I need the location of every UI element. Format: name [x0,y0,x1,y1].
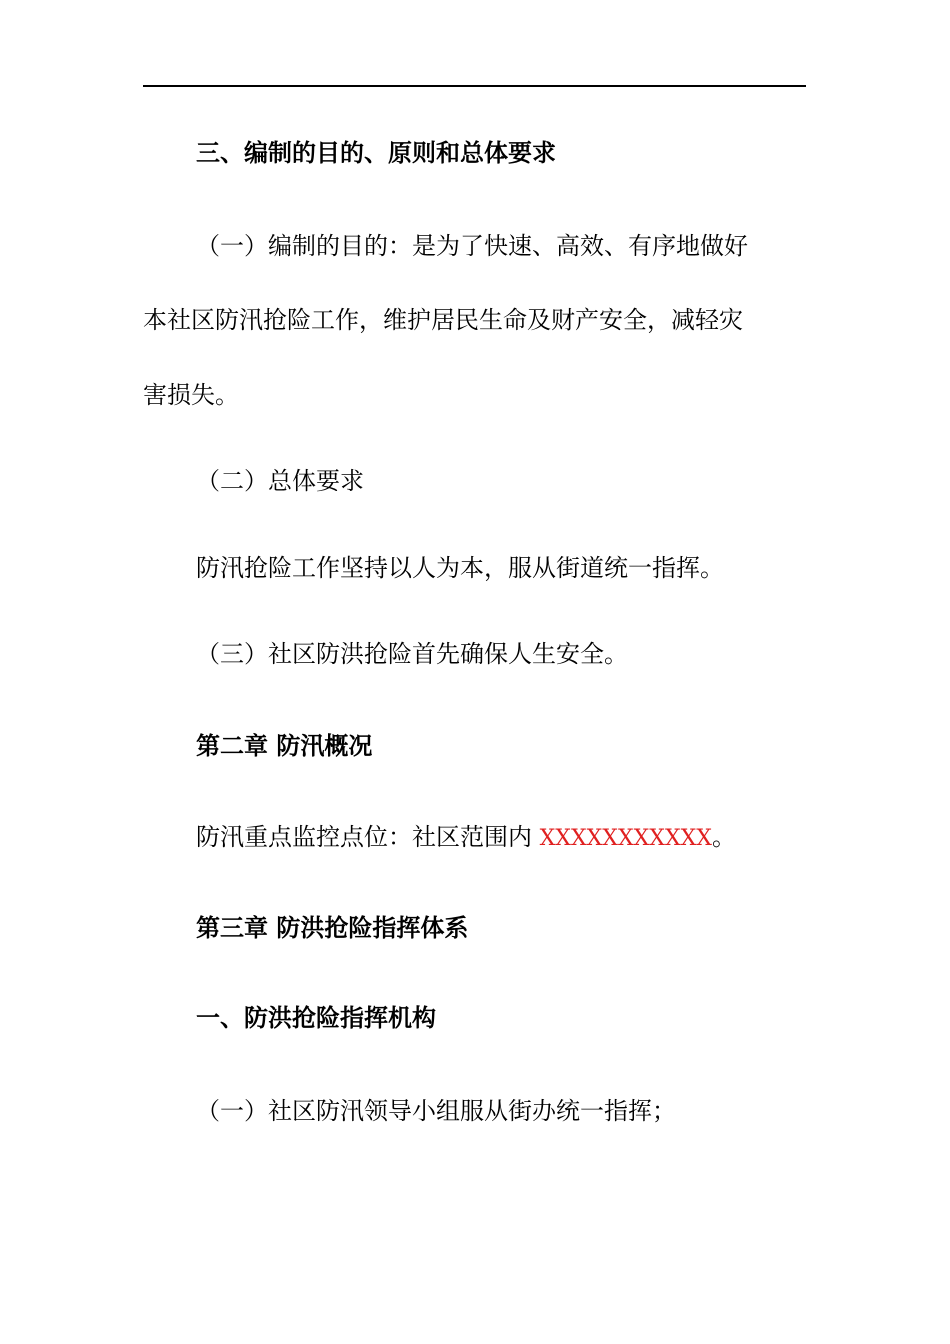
section1-heading: 一、防洪抢险指挥机构 [196,1004,436,1032]
org-item-1: （一）社区防汛领导小组服从街办统一指挥； [196,1097,676,1125]
purpose-line-3: 害损失。 [143,381,239,409]
monitor-points-label: 防汛重点监控点位：社区范围内 [196,823,540,851]
header-rule [143,85,806,87]
purpose-line-2: 本社区防汛抢险工作，维护居民生命及财产安全，减轻灾 [143,306,743,334]
overall-requirements-heading: （二）总体要求 [196,467,364,495]
monitor-points-line [196,822,736,854]
monitor-points-period: 。 [711,823,736,851]
chapter2-heading: 第二章 防汛概况 [196,732,373,760]
chapter3-heading: 第三章 防洪抢险指挥体系 [196,914,469,942]
section3-heading: 三、编制的目的、原则和总体要求 [196,139,556,167]
item-3-safety: （三）社区防洪抢险首先确保人生安全。 [196,640,628,668]
purpose-line-1: （一）编制的目的：是为了快速、高效、有序地做好 [196,232,748,260]
overall-requirements-text: 防汛抢险工作坚持以人为本，服从街道统一指挥。 [196,554,724,582]
monitor-points-placeholder: XXXXXXXXXXX [539,826,712,851]
